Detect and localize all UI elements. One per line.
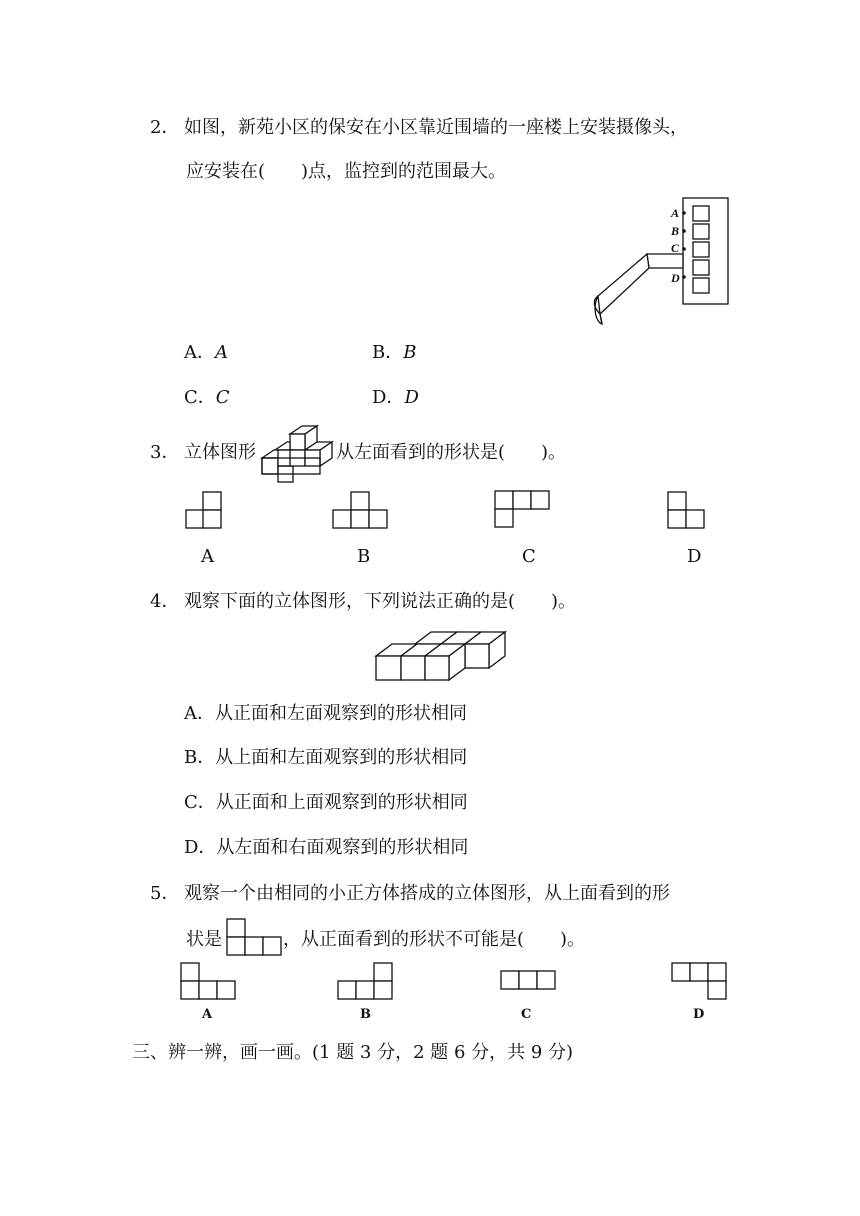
q2-figure-label-a: A — [671, 206, 680, 220]
q2-text-line2: 应安装在( )点，监控到的范围最大。 — [186, 161, 507, 182]
q3-option-a-label: A — [201, 546, 214, 567]
q5-number: 5． — [150, 883, 180, 904]
q2-option-c[interactable]: C．C — [184, 387, 230, 408]
q2-building-figure — [590, 196, 735, 331]
q2-figure-label-d: D — [671, 271, 680, 285]
q2-option-d[interactable]: D．D — [372, 387, 419, 408]
q2-number: 2． — [150, 117, 180, 138]
q3-option-c-shape[interactable] — [494, 490, 552, 528]
q5-option-a-label: A — [202, 1007, 213, 1022]
q5-option-b-shape[interactable] — [337, 962, 395, 1000]
q2-figure-label-b: B — [671, 224, 680, 238]
q4-text: 观察下面的立体图形，下列说法正确的是( )。 — [184, 591, 577, 612]
q2-option-a[interactable]: A．A — [184, 342, 228, 363]
q5-option-a-shape[interactable] — [180, 962, 238, 1000]
q4-number: 4． — [150, 591, 180, 612]
q2-figure-label-c: C — [671, 241, 680, 255]
q4-option-b[interactable]: B．从上面和左面观察到的形状相同 — [184, 747, 468, 768]
q3-text-after: 从左面看到的形状是( )。 — [336, 442, 567, 463]
q4-option-a[interactable]: A．从正面和左面观察到的形状相同 — [184, 703, 467, 724]
q5-text-line2-before: 状是 — [186, 929, 222, 950]
q5-top-view-shape — [226, 918, 284, 956]
q4-option-c[interactable]: C．从正面和上面观察到的形状相同 — [184, 792, 468, 813]
q5-option-c-label: C — [521, 1007, 532, 1022]
q2-option-b[interactable]: B．B — [372, 342, 417, 363]
q5-option-d-label: D — [693, 1007, 705, 1022]
q3-option-a-shape[interactable] — [185, 491, 225, 529]
q3-option-c-label: C — [522, 546, 536, 567]
q3-option-d-shape[interactable] — [667, 491, 707, 529]
q5-option-c-shape[interactable] — [500, 970, 558, 992]
q5-text-line1: 观察一个由相同的小正方体搭成的立体图形，从上面看到的形 — [184, 883, 670, 904]
q5-option-b-label: B — [360, 1007, 371, 1022]
q3-solid-figure — [260, 426, 340, 482]
q3-number: 3． — [150, 442, 180, 463]
q3-option-b-shape[interactable] — [332, 491, 390, 529]
q3-option-d-label: D — [687, 546, 702, 567]
section3-title: 三、辨一辨，画一画。(1 题 3 分，2 题 6 分，共 9 分) — [132, 1042, 574, 1063]
q2-text-line1: 如图，新苑小区的保安在小区靠近围墙的一座楼上安装摄像头， — [184, 117, 688, 138]
q5-option-d-shape[interactable] — [671, 962, 729, 1000]
q3-text-before: 立体图形 — [184, 442, 256, 463]
q4-solid-figure — [375, 630, 510, 684]
q5-text-line2-after: ，从正面看到的形状不可能是( )。 — [283, 929, 586, 950]
q3-option-b-label: B — [357, 546, 371, 567]
q4-option-d[interactable]: D．从左面和右面观察到的形状相同 — [184, 837, 469, 858]
